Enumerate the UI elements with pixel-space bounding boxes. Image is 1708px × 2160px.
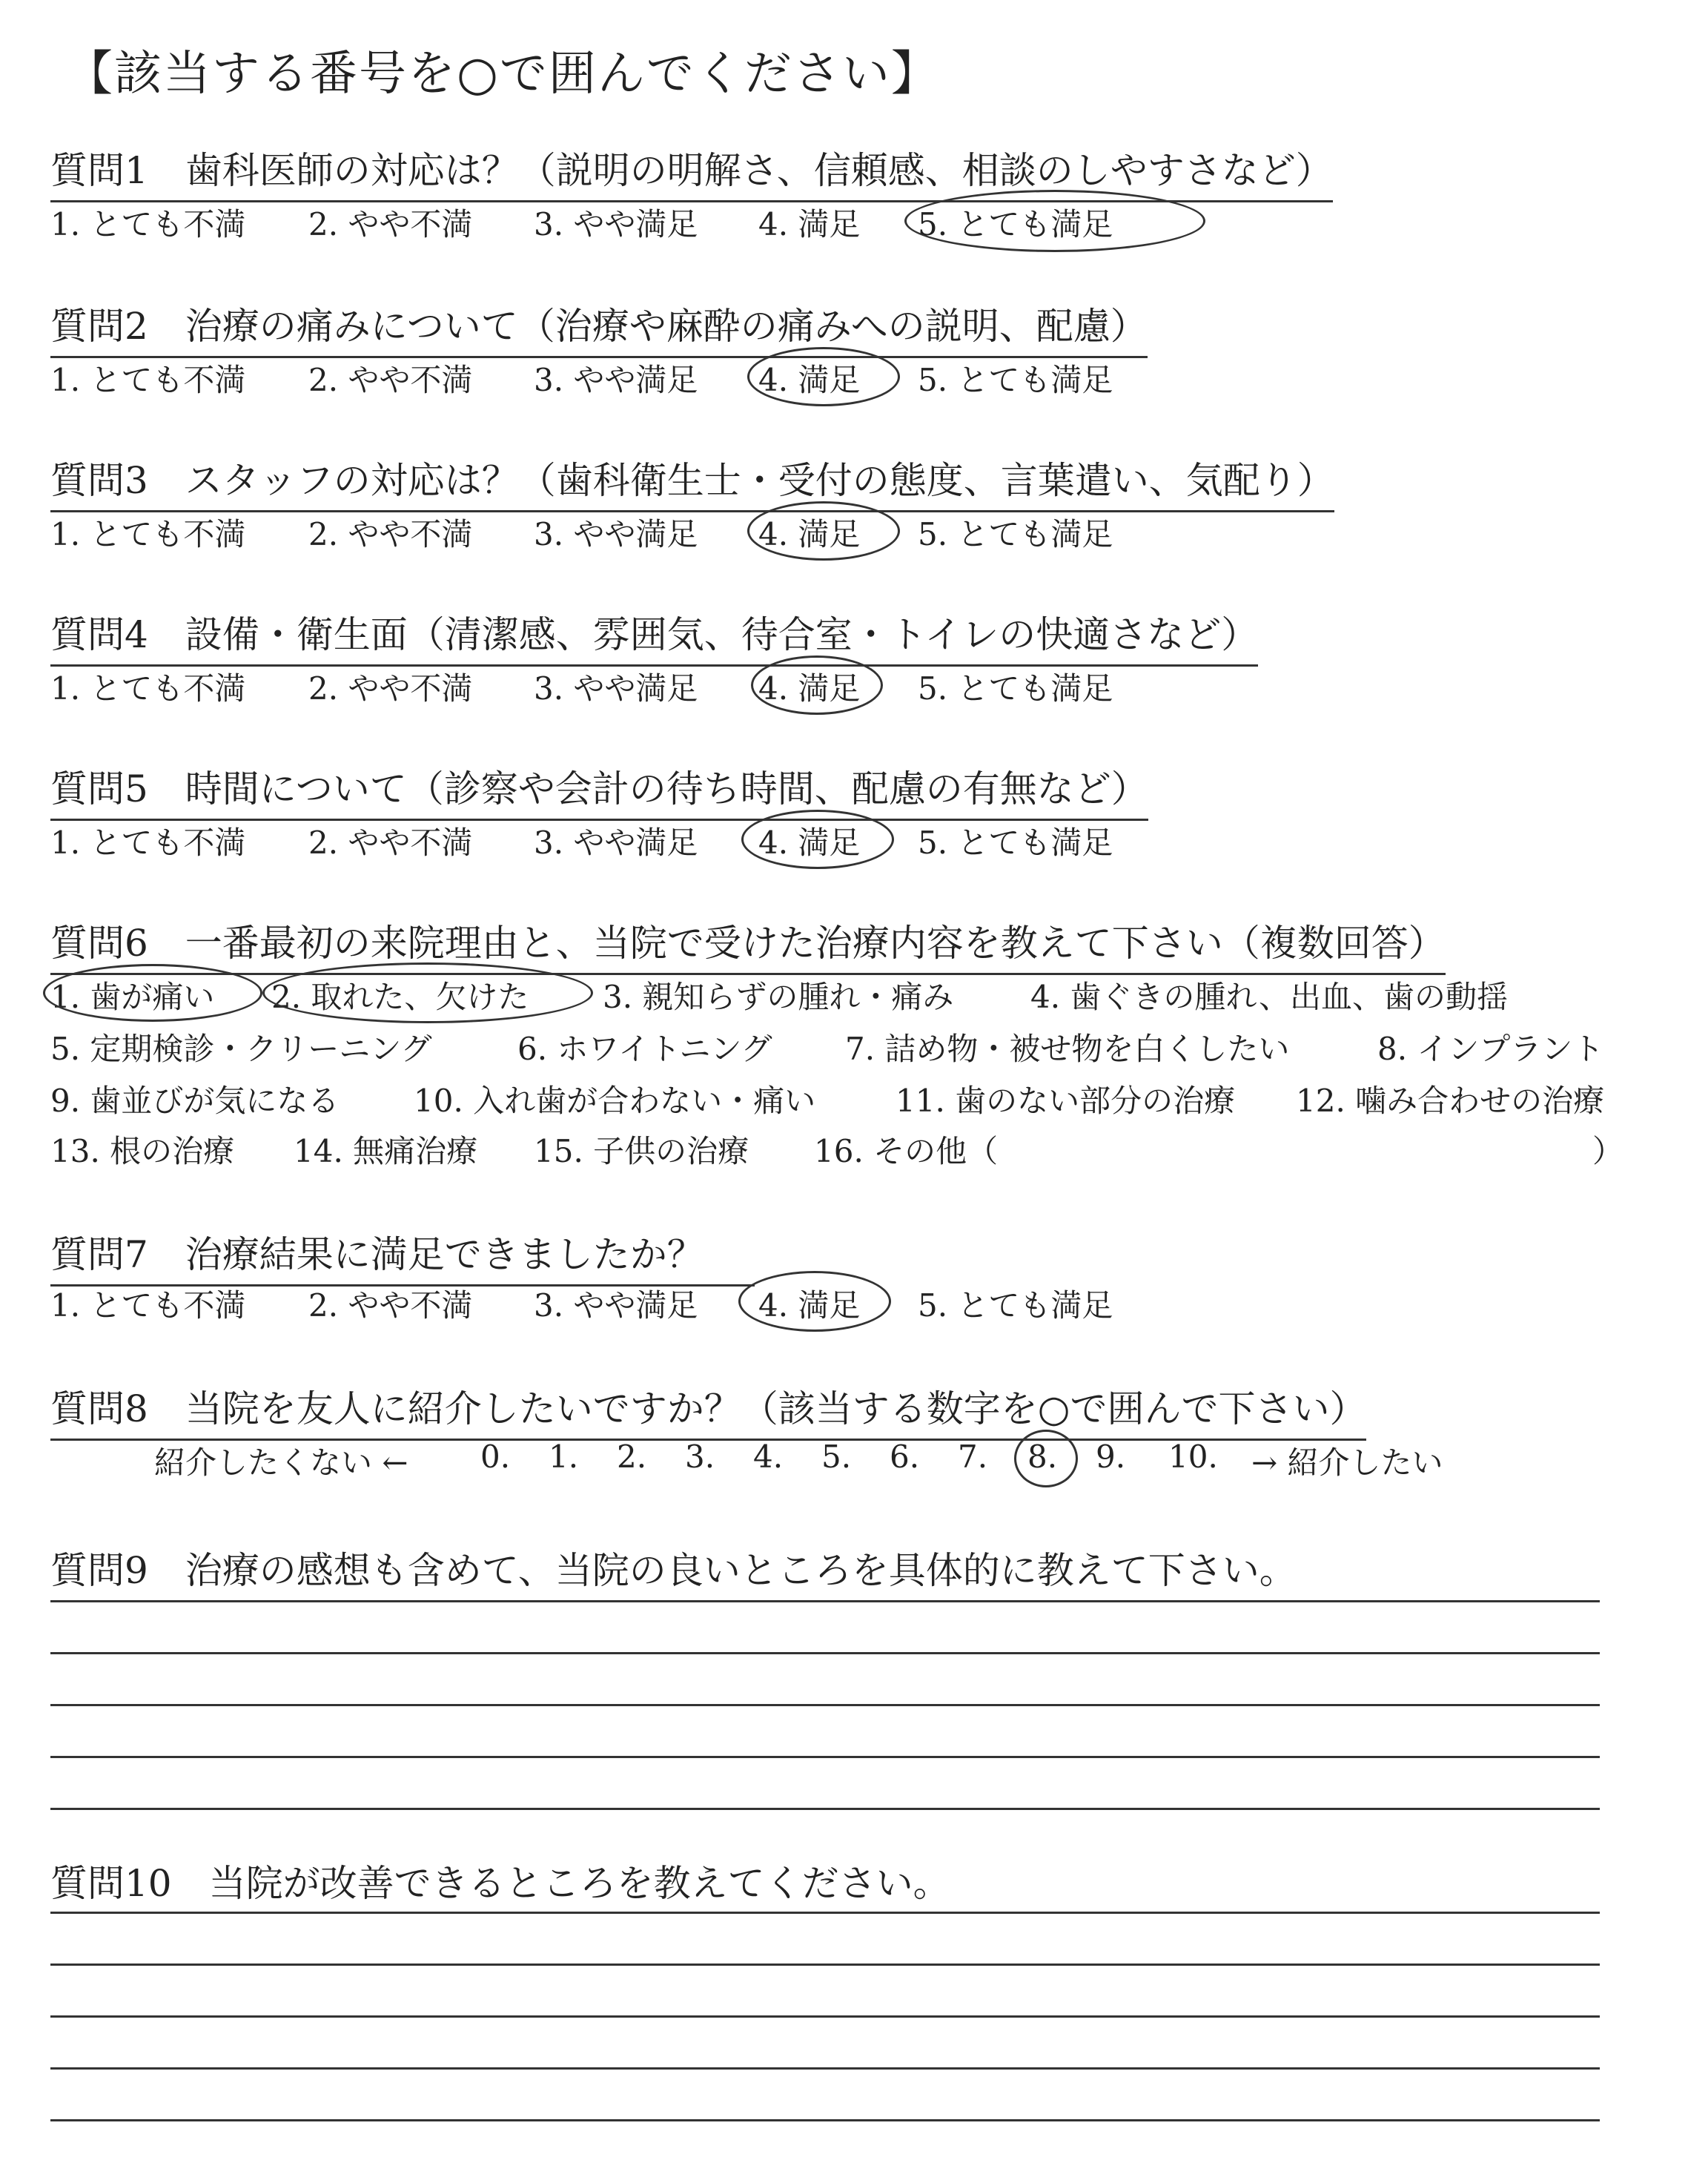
q4-option-4[interactable]: 4. 満足 [758,670,861,707]
q3-option-1[interactable]: 1. とても不満 [50,516,246,552]
q2-option-4[interactable]: 4. 満足 [758,362,861,398]
q7-option-2[interactable]: 2. やや不満 [308,1287,473,1324]
question-1: 質問1 歯科医師の対応は？（説明の明解さ、信頼感、相談のしやすさなど） [50,141,1333,202]
q6-option-3[interactable]: 3. 親知らずの腫れ・痛み [603,979,954,1015]
q9-answer-line-3[interactable] [50,1704,1600,1706]
q2-option-1[interactable]: 1. とても不満 [50,362,246,398]
question-8: 質問8 当院を友人に紹介したいですか？（該当する数字を○で囲んで下さい） [50,1379,1366,1441]
q2-option-2[interactable]: 2. やや不満 [308,362,473,398]
q9-answer-line-2[interactable] [50,1652,1600,1654]
q8-score-9[interactable]: 9. [1096,1439,1126,1475]
q8-score-10[interactable]: 10. [1168,1439,1218,1475]
q6-option-14[interactable]: 14. 無痛治療 [294,1133,478,1169]
question-10: 質問10 当院が改善できるところを教えてください。 [50,1862,950,1905]
q8-score-8[interactable]: 8. [1027,1439,1058,1475]
q9-answer-line-1[interactable] [50,1600,1600,1602]
question-9: 質問9 治療の感想も含めて、当院の良いところを具体的に教えて下さい。 [50,1549,1297,1592]
q3-option-2[interactable]: 2. やや不満 [308,516,473,552]
q4-option-1[interactable]: 1. とても不満 [50,670,246,707]
q4-option-5[interactable]: 5. とても満足 [918,670,1113,707]
q2-option-3[interactable]: 3. やや満足 [534,362,698,398]
q1-option-4[interactable]: 4. 満足 [758,206,861,242]
q10-answer-line-1[interactable] [50,1912,1600,1914]
q6-option-16[interactable]: 16. その他（ [814,1133,999,1169]
q6-option-10[interactable]: 10. 入れ歯が合わない・痛い [414,1083,816,1119]
q6-option-13[interactable]: 13. 根の治療 [50,1133,235,1169]
q6-option-9[interactable]: 9. 歯並びが気になる [50,1083,340,1119]
q4-option-2[interactable]: 2. やや不満 [308,670,473,707]
q5-option-4[interactable]: 4. 満足 [758,825,861,861]
q8-score-6[interactable]: 6. [890,1439,920,1475]
question-5: 質問5 時間について（診察や会計の待ち時間、配慮の有無など） [50,759,1148,821]
q6-option-2[interactable]: 2. 取れた、欠けた [271,979,529,1015]
q1-option-5[interactable]: 5. とても満足 [918,206,1113,242]
q7-option-1[interactable]: 1. とても不満 [50,1287,246,1324]
q6-option-15[interactable]: 15. 子供の治療 [534,1133,749,1169]
q8-score-4[interactable]: 4. [753,1439,784,1475]
q5-option-3[interactable]: 3. やや満足 [534,825,698,861]
q7-option-5[interactable]: 5. とても満足 [918,1287,1113,1324]
q6-option-4[interactable]: 4. 歯ぐきの腫れ、出血、歯の動揺 [1030,979,1508,1015]
q6-option-1[interactable]: 1. 歯が痛い [50,979,215,1015]
q10-answer-line-4[interactable] [50,2067,1600,2070]
question-6: 質問6 一番最初の来院理由と、当院で受けた治療内容を教えて下さい（複数回答） [50,914,1446,975]
q8-left-label: 紹介したくない ← [154,1444,408,1481]
q9-answer-line-5[interactable] [50,1808,1600,1810]
q6-option-11[interactable]: 11. 歯のない部分の治療 [896,1083,1236,1119]
q2-option-5[interactable]: 5. とても満足 [918,362,1113,398]
question-3: 質問3 スタッフの対応は？（歯科衛生士・受付の態度、言葉遣い、気配り） [50,451,1334,512]
q6-option-6[interactable]: 6. ホワイトニング [517,1031,772,1067]
q1-option-2[interactable]: 2. やや不満 [308,206,473,242]
q6-option-12[interactable]: 12. 噛み合わせの治療 [1296,1083,1605,1119]
q5-option-5[interactable]: 5. とても満足 [918,825,1113,861]
q8-score-0[interactable]: 0. [480,1439,511,1475]
q7-option-4[interactable]: 4. 満足 [758,1287,861,1324]
q8-score-2[interactable]: 2. [617,1439,647,1475]
q8-score-5[interactable]: 5. [821,1439,852,1475]
question-4: 質問4 設備・衛生面（清潔感、雰囲気、待合室・トイレの快適さなど） [50,605,1258,667]
q5-option-2[interactable]: 2. やや不満 [308,825,473,861]
q3-option-5[interactable]: 5. とても満足 [918,516,1113,552]
question-7: 質問7 治療結果に満足できましたか？ [50,1225,755,1287]
q8-score-7[interactable]: 7. [958,1439,988,1475]
q8-score-1[interactable]: 1. [549,1439,579,1475]
page-title: 【該当する番号を○で囲んでください】 [65,47,940,102]
q6-option-5[interactable]: 5. 定期検診・クリーニング [50,1031,432,1067]
q6-other-close-paren: ） [1592,1133,1624,1169]
q10-answer-line-2[interactable] [50,1964,1600,1966]
q5-option-1[interactable]: 1. とても不満 [50,825,246,861]
q8-score-3[interactable]: 3. [685,1439,715,1475]
q8-right-label: → 紹介したい [1251,1444,1443,1481]
q10-answer-line-3[interactable] [50,2015,1600,2018]
q3-option-4[interactable]: 4. 満足 [758,516,861,552]
q9-answer-line-4[interactable] [50,1756,1600,1758]
q7-option-3[interactable]: 3. やや満足 [534,1287,698,1324]
q6-option-7[interactable]: 7. 詰め物・被せ物を白くしたい [845,1031,1290,1067]
q6-option-8[interactable]: 8. インプラント [1377,1031,1604,1067]
q3-option-3[interactable]: 3. やや満足 [534,516,698,552]
q1-option-3[interactable]: 3. やや満足 [534,206,698,242]
q10-answer-line-5[interactable] [50,2119,1600,2121]
q1-option-1[interactable]: 1. とても不満 [50,206,246,242]
question-2: 質問2 治療の痛みについて（治療や麻酔の痛みへの説明、配慮） [50,297,1148,358]
q4-option-3[interactable]: 3. やや満足 [534,670,698,707]
